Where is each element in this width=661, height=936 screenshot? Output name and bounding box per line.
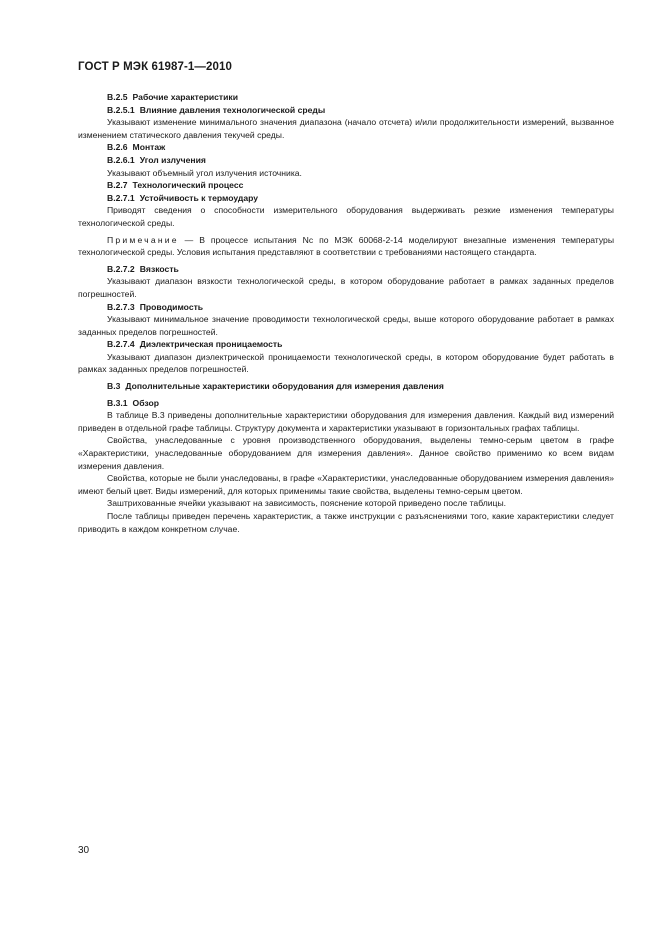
section-heading-b27 [78,179,614,192]
section-number: B.3 [107,381,121,392]
section-title: Рабочие характеристики [132,92,238,102]
document-header: ГОСТ Р МЭК 61987-1—2010 [78,61,232,73]
section-title: Влияние давления технологической среды [139,104,326,115]
section-title: Проводимость [139,301,204,312]
section-title: Дополнительные характеристики оборудования для измерения давления [125,381,444,392]
paragraph-b274: Указывают диапазон диэлектрической проницаемости технологической среды, в котором оборудование будет работать в рамках заданных пределов погрешностей. [78,351,614,375]
paragraph-b31-4: Заштрихованные ячейки указывают на зависимость, пояснение которой приведено после таблицы. [107,498,507,509]
section-heading-b273 [78,301,614,314]
section-number: B.2.7.1 [107,192,135,203]
section-heading-b271 [78,192,614,205]
section-heading-b26 [78,141,614,154]
note-label: Примечание [107,234,179,245]
section-heading-b261 [78,154,614,167]
section-title: Обзор [132,397,159,408]
section-number: B.3.1 [107,397,128,408]
paragraph-b272: Указывают диапазон вязкости технологической среды, в котором оборудование работает в рамках заданных пределов погрешностей. [78,276,614,299]
paragraph-b251: Указывают изменение минимального значения диапазона (начало отсчета) и/или продолжительности измерений, вызванное изменением статического давления текучей среды. [78,117,614,140]
section-heading-b31 [78,397,614,410]
section-number: B.2.6 [107,142,128,153]
paragraph-b31-1: В таблице B.3 приведены дополнительные характеристики оборудования для измерения давления. Каждый вид измерений приведен в отдельной графе таблицы. Структуру документа и характеристики указывают в горизонтальных графах таблицы. [78,410,614,433]
section-title: Технологический процесс [132,180,244,191]
section-title: Диэлектрическая проницаемость [139,339,283,350]
section-heading-b274 [78,338,614,351]
document-body [78,91,614,535]
section-title: Монтаж [132,142,166,153]
paragraph-b31-3: Свойства, которые не были унаследованы, в графе «Характеристики, унаследованные оборудованием измерения давления» имеют белый цвет. Виды измерений, для которых применимы такие свойства, выделены темно-серым цветом. [78,473,614,496]
section-number: B.2.5 [107,92,128,102]
section-number: B.2.7.4 [107,339,135,350]
page-number: 30 [78,845,90,856]
note-paragraph [78,234,614,259]
paragraph-b31-2: Свойства, унаследованные с уровня производственного оборудования, выделены темно-серым цветом в графе «Характеристики, унаследованные оборудованием для измерения давления». Данное свойство применимо ко всем видам измерения давления. [78,435,614,471]
section-number: B.2.6.1 [107,154,135,165]
section-number: B.2.5.1 [107,104,135,115]
section-title: Устойчивость к термоудару [139,192,259,203]
section-heading-b3 [78,380,614,393]
section-title: Вязкость [139,263,179,274]
paragraph-b31-5: После таблицы приведен перечень характеристик, а также инструкции с разъяснениями того, какие характеристики следует приводить в каждом конкретном случае. [78,511,614,534]
section-title: Угол излучения [139,154,206,165]
section-number: B.2.7.2 [107,263,135,274]
paragraph-b271: Приводят сведения о способности измерительного оборудования выдерживать резкие изменения температуры технологической среды. [78,205,614,228]
section-number: B.2.7 [107,180,128,191]
paragraph-b261: Указывают объемный угол излучения источника. [107,167,302,178]
section-heading-b25 [78,91,614,104]
section-number: B.2.7.3 [107,301,135,312]
section-heading-b251 [78,104,614,117]
paragraph-b273: Указывают минимальное значение проводимости технологической среды, выше которого оборудование работает в рамках заданных пределов погрешностей. [78,314,614,337]
section-heading-b272 [78,263,614,276]
note-text: — В процессе испытания Nc по МЭК 60068-2-14 моделируют внезапные изменения температуры технологической среды. Условия испытания представляют в соответствии с требованиями настоящего стандарта. [78,234,614,258]
